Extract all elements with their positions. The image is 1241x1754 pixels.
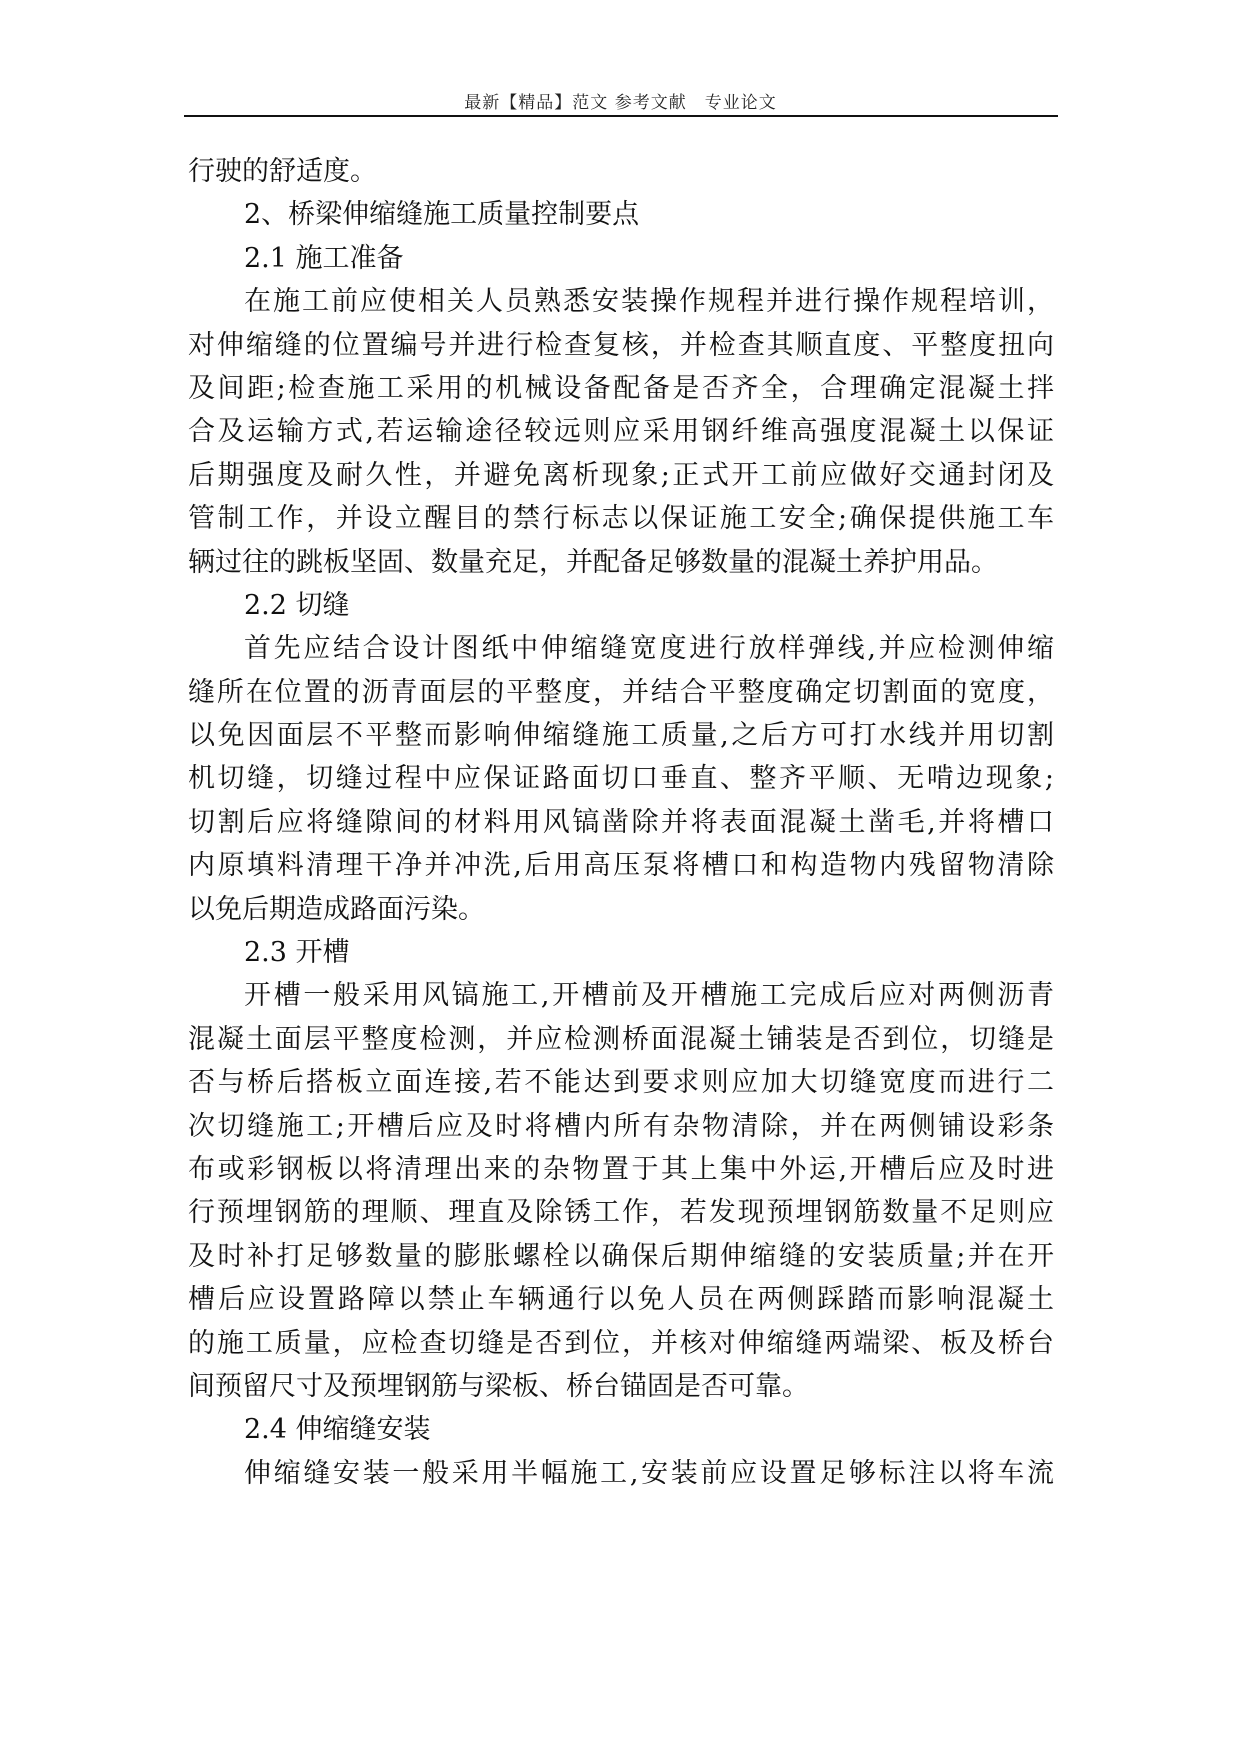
text-line: 管制工作，并设立醒目的禁行标志以保证施工安全;确保提供施工车 [188,503,1054,535]
text-line: 后期强度及耐久性，并避免离析现象;正式开工前应做好交通封闭及 [188,459,1054,491]
text-line: 及间距;检查施工采用的机械设备配备是否齐全，合理确定混凝土拌 [188,372,1054,404]
text-line: 的施工质量，应检查切缝是否到位，并核对伸缩缝两端梁、板及桥台 [188,1327,1054,1359]
text-line: 以免因面层不平整而影响伸缩缝施工质量,之后方可打水线并用切割 [188,720,1054,752]
text-line: 切割后应将缝隙间的材料用风镐凿除并将表面混凝土凿毛,并将槽口 [188,806,1054,838]
text-line: 次切缝施工;开槽后应及时将槽内所有杂物清除，并在两侧铺设彩条 [188,1110,1054,1142]
text-line: 首先应结合设计图纸中伸缩缝宽度进行放样弹线,并应检测伸缩 [244,633,1054,665]
text-line: 缝所在位置的沥青面层的平整度，并结合平整度确定切割面的宽度， [188,676,1054,708]
text-line: 开槽一般采用风镐施工,开槽前及开槽施工完成后应对两侧沥青 [244,980,1054,1012]
section-heading: 2.1 施工准备 [244,242,404,274]
text-line: 在施工前应使相关人员熟悉安装操作规程并进行操作规程培训， [244,286,1054,318]
text-line: 否与桥后搭板立面连接,若不能达到要求则应加大切缝宽度而进行二 [188,1067,1054,1099]
section-heading: 2.3 开槽 [244,937,350,969]
section-heading: 2、桥梁伸缩缝施工质量控制要点 [244,199,640,231]
text-line: 布或彩钢板以将清理出来的杂物置于其上集中外运,开槽后应及时进 [188,1153,1054,1185]
section-heading: 2.4 伸缩缝安装 [244,1414,431,1446]
text-line: 间预留尺寸及预埋钢筋与梁板、桥台锚固是否可靠。 [188,1370,809,1402]
text-line: 及时补打足够数量的膨胀螺栓以确保后期伸缩缝的安装质量;并在开 [188,1240,1054,1272]
header-divider [184,115,1058,117]
page-header: 最新【精品】范文 参考文献 专业论文 [464,93,777,113]
text-line: 内原填料清理干净并冲洗,后用高压泵将槽口和构造物内残留物清除 [188,850,1054,882]
text-line: 行预埋钢筋的理顺、理直及除锈工作，若发现预埋钢筋数量不足则应 [188,1197,1054,1229]
text-line: 辆过往的跳板坚固、数量充足，并配备足够数量的混凝土养护用品。 [188,546,998,578]
text-line: 对伸缩缝的位置编号并进行检查复核，并检查其顺直度、平整度扭向 [188,329,1054,361]
section-heading: 2.2 切缝 [244,589,350,621]
text-line: 合及运输方式,若运输途径较远则应采用钢纤维高强度混凝土以保证 [188,416,1054,448]
text-line: 以免后期造成路面污染。 [188,893,485,925]
text-line: 伸缩缝安装一般采用半幅施工,安装前应设置足够标注以将车流 [244,1457,1054,1489]
document-body [188,150,1054,1495]
text-line: 混凝土面层平整度检测，并应检测桥面混凝土铺装是否到位，切缝是 [188,1023,1054,1055]
text-line: 机切缝，切缝过程中应保证路面切口垂直、整齐平顺、无啃边现象; [188,763,1054,795]
text-line: 行驶的舒适度。 [188,156,377,187]
text-line: 槽后应设置路障以禁止车辆通行以免人员在两侧踩踏而影响混凝土 [188,1284,1054,1316]
